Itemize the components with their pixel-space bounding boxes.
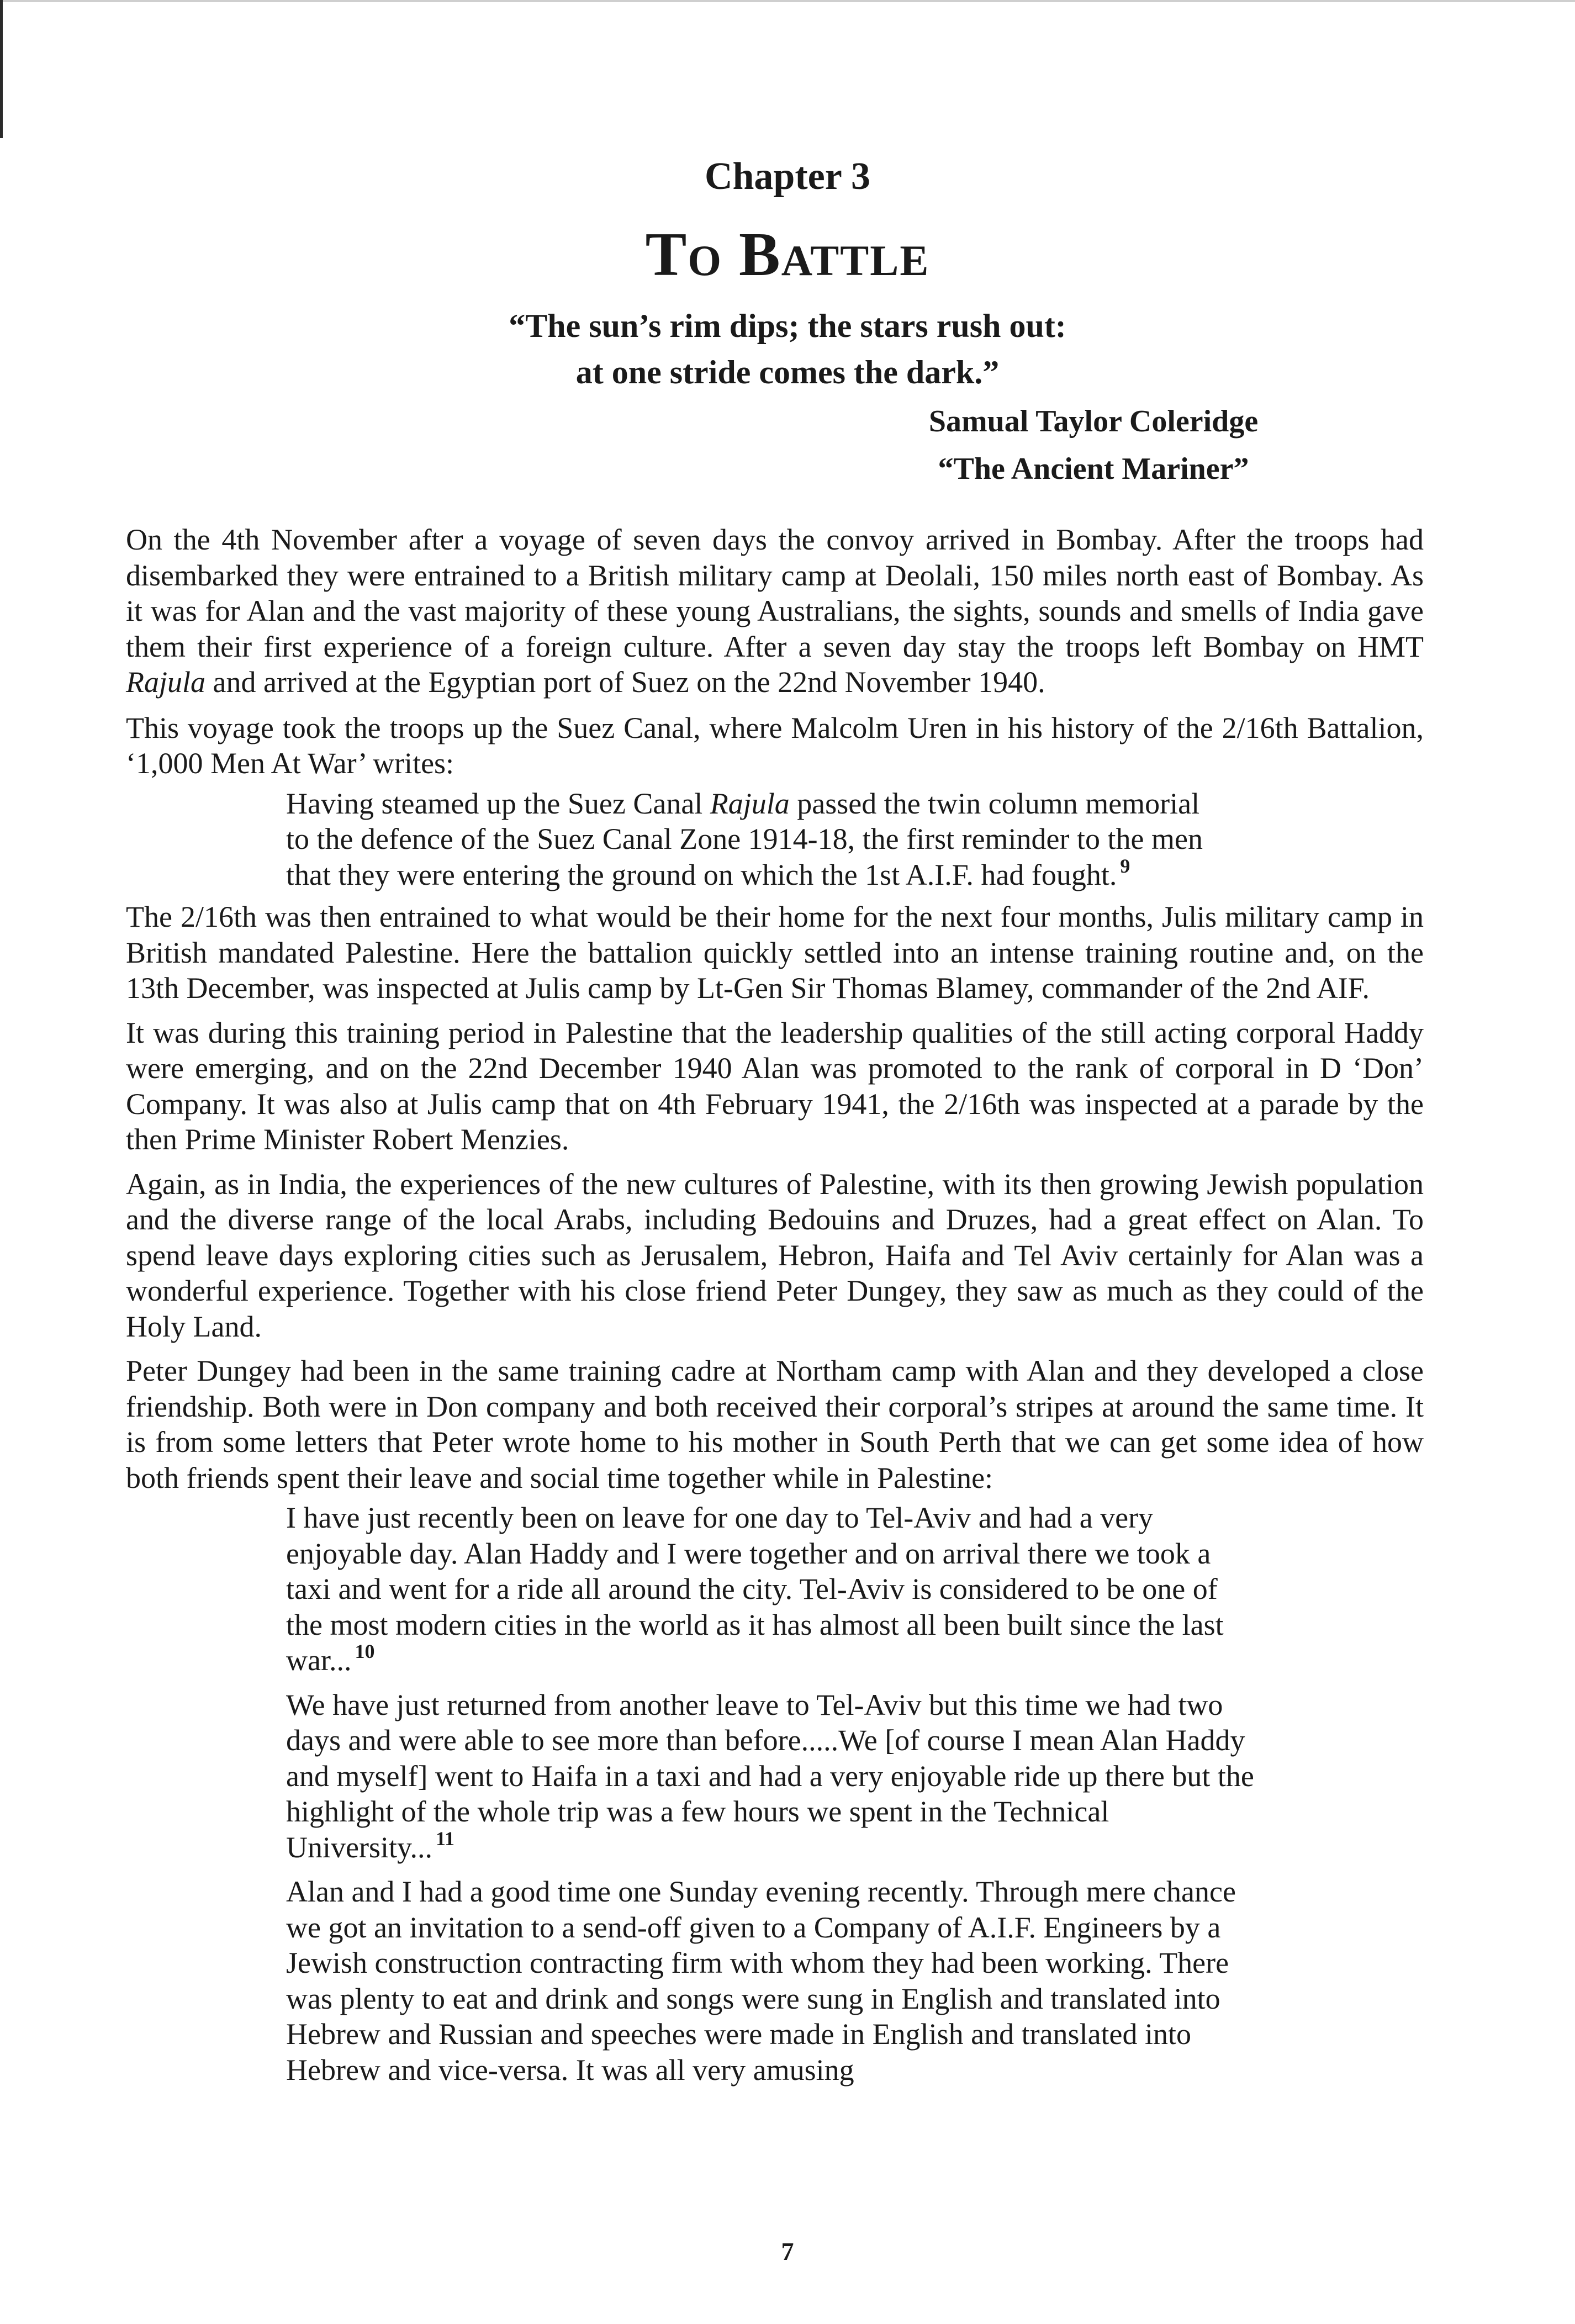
paragraph-4: It was during this training period in Palestine that the leadership qualities of the still acting corporal Haddy were emerging, and on the 22nd December 1940 Alan was promoted to the rank of corporal in D ‘Don’ Company. It was also at Julis camp that on 4th February 1941, the 2/16th was inspected at a parade by the then Prime Minister Robert Menzies. <box>126 1016 1424 1156</box>
chapter-label: Chapter 3 <box>704 155 871 198</box>
paragraph-3: The 2/16th was then entrained to what would be their home for the next four months, Julis military camp in British mandated Palestine. Here the battalion quickly settled into an intense training routine and, on the 13th December, was inspected at Julis camp by Lt-Gen Sir Thomas Blamey, commander of the 2nd AIF. <box>126 900 1424 1005</box>
epigraph <box>0 303 1575 395</box>
block-quote-1-line-1: Having steamed up the Suez Canal Rajula passed the twin column memorial <box>286 786 1200 820</box>
page-edge-left <box>0 0 3 138</box>
epigraph-attribution <box>906 398 1281 493</box>
body-text <box>126 522 1424 2096</box>
page-edge-top <box>0 0 1575 2</box>
paragraph-5: Again, as in India, the experiences of the new cultures of Palestine, with its then growing Jewish population and the diverse range of the local Arabs, including Bedouins and Druzes, had a great effect on Alan. To spend leave days exploring cities such as Jerusalem, Hebron, Haifa and Tel Aviv certainly for Alan was a wonderful experience. Together with his close friend Peter Dungey, they saw as much as they could of the Holy Land. <box>126 1167 1424 1343</box>
block-quote-2 <box>286 1500 1258 2088</box>
letter-excerpt-3: Alan and I had a good time one Sunday evening recently. Through mere chance we got an invitation to a send-off given to a Company of A.I.F. Engineers by a Jewish construction contracting firm with whom they had been working. There was plenty to eat and drink and songs were sung in English and translated into Hebrew and Russian and speeches were made in English and translated into Hebrew and vice-versa. It was all very amusing <box>286 1875 1236 2087</box>
block-quote-1-line-2: to the defence of the Suez Canal Zone 1914-18, the first reminder to the men <box>286 822 1203 855</box>
block-quote-1 <box>286 786 1258 893</box>
letter-excerpt-2: We have just returned from another leave to Tel-Aviv but this time we had two days and were able to see more than before.....We [of course I mean Alan Haddy and myself] went to Haifa in a taxi and had a very enjoyable ride up there but the highlight of the whole trip was a few hours we spent in the Technical University... $^{11}$ <box>286 1688 1254 1864</box>
epigraph-line-2: at one stride comes the dark.” <box>575 354 1000 390</box>
paragraph-1-post: and arrived at the Egyptian port of Suez on the 22nd November 1940. <box>205 665 1045 699</box>
epigraph-author: Samual Taylor Coleridge <box>928 404 1259 439</box>
ship-name: Rajula <box>126 665 205 699</box>
epigraph-line-1: “The sun’s rim dips; the stars rush out: <box>509 308 1066 344</box>
footnote-ref-11: 11 <box>435 1827 454 1850</box>
epigraph-work: “The Ancient Mariner” <box>938 452 1249 486</box>
paragraph-1 <box>126 522 1424 700</box>
paragraph-1-pre: On the 4th November after a voyage of seven days the convoy arrived in Bombay. After the troops had disembarked they were entrained to a British military camp at Deolali, 150 miles north east of Bombay. As it was for Alan and the vast majority of these young Australians, the sights, sounds and smells of India gave them their first experience of a foreign culture. After a seven day stay the troops left Bombay on HMT <box>126 523 1424 663</box>
paragraph-2: This voyage took the troops up the Suez Canal, where Malcolm Uren in his history of the 2/16th Battalion, ‘1,000 Men At War’ writes: <box>126 711 1424 780</box>
block-quote-1-line-3: that they were entering the ground on which the 1st A.I.F. had fought. $^9$ <box>286 854 1130 891</box>
chapter-title: To Battle <box>645 220 930 289</box>
page-number: 7 <box>781 2237 794 2265</box>
paragraph-6: Peter Dungey had been in the same training cadre at Northam camp with Alan and they developed a close friendship. Both were in Don company and both received their corporal’s stripes at around the same time. It is from some letters that Peter wrote home to his mother in South Perth that we can get some idea of how both friends spent their leave and social time together while in Palestine: <box>126 1354 1424 1494</box>
letter-excerpt-1: I have just recently been on leave for one day to Tel-Aviv and had a very enjoyable day. Alan Haddy and I were together and on arrival there we took a taxi and went for a ride all around the city. Tel-Aviv is considered to be one of the most modern cities in the world as it has almost all been built since the last war... $^{10}$ <box>286 1501 1224 1677</box>
footnote-ref-10: 10 <box>355 1640 375 1662</box>
footnote-ref-9: 9 <box>1120 854 1130 877</box>
ship-name-quote: Rajula <box>710 786 790 820</box>
